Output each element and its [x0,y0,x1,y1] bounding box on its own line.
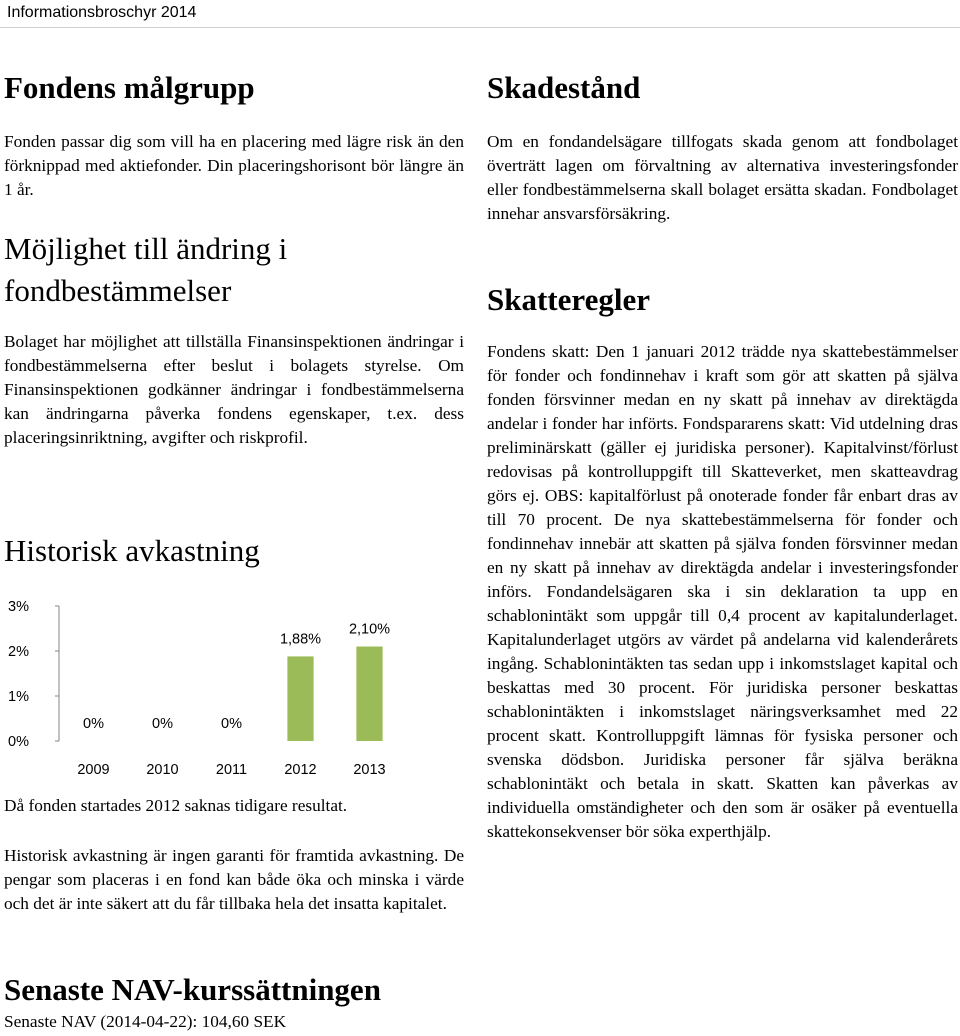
historisk-avkastning-chart [4,596,424,791]
skatteregler-text: Fondens skatt: Den 1 januari 2012 trädde nya skattebestämmelser för fonder och fondinnehav i kraft som gör att skatten på själva fonden försvinner medan en ny skatt på innehav av direktägda andelar i fonder har införts. Fondspararens skatt: Vid utdelning dras preliminärskatt (gäller ej juridiska personer). Kapitalvinst/förlust redovisas på kontrolluppgift till Skatteverket, men skatteavdrag görs ej. OBS: kapitalförlust på onoterade fonder får enbart dras av till 70 procent. De nya skattebestämmelserna för fonder och fondinnehav innebär att skatten på själva fonden försvinner medan en ny skatt på innehav av direktägda andelar i investeringsfonder införs. Fondandelsägaren ska i sin deklaration ta upp en schablonintäkt som uppgår till 0,4 procent av kapitalunderlaget. Kapitalunderlaget utgörs av värdet på andelarna vid kalenderårets ingång. Schablonintäkten tas sedan upp i inkomstslaget kapital och beskattas med 30 procent. För juridiska personer beskattas schablonintäkten i inkomstslaget näringsverksamhet med 22 procent skatt. Kontrolluppgift lämnas för fysiska personer och svenska dödsbon. Juridiska personer får själva beräkna schablonintäkt och betala in skatt. Skatten kan påverkas av individuella omständigheter och den som är osäker på eventuella skattekonsekvenser bör söka experthjälp. [487,342,958,841]
data-label-2009: 0% [83,716,104,732]
skadestand-heading: Skadestånd [487,70,641,105]
bar-2013 [356,647,382,742]
data-label-2012: 1,88% [279,631,322,648]
y-tick-label: 0% [8,734,29,750]
andring-heading-line-2: fondbestämmelser [4,273,232,308]
skadestand-text: Om en fondandelsägare tillfogats skada genom att fondbolaget överträtt lagen om förvaltning av alternativa investeringsfonder eller fondbestämmelserna skall bolaget ersätta skadan. Fondbolaget innehar ansvarsförsäkring. [487,132,958,223]
x-tick-label-2013: 2013 [353,762,386,778]
y-tick-label: 3% [8,599,29,615]
bar-2012 [287,656,313,741]
skatteregler-heading: Skatteregler [487,282,650,317]
historisk-disclaimer: Historisk avkastning är ingen garanti för framtida avkastning. De pengar som placeras i en fond kan både öka och minska i värde och det är inte säkert att du får tillbaka hela det insatta kapitalet. [4,846,464,913]
x-tick-label-2012: 2012 [284,762,317,778]
page-header [0,0,960,28]
data-label-2011: 0% [221,716,242,732]
historisk-note: Då fonden startades 2012 saknas tidigare resultat. [4,796,348,815]
malgrupp-heading: Fondens målgrupp [4,70,255,105]
andring-heading-line-1: Möjlighet till ändring i [4,231,288,266]
data-label-2013: 2,10% [348,621,391,638]
x-tick-label-2010: 2010 [146,762,179,778]
y-tick-label: 1% [8,689,29,705]
nav-text: Senaste NAV (2014-04-22): 104,60 SEK [4,1012,287,1031]
document-title: Informationsbroschyr 2014 [7,4,197,21]
x-tick-label-2011: 2011 [215,762,248,778]
andring-text: Bolaget har möjlighet att tillställa Finansinspektionen ändringar i fondbestämmelserna efter beslut i bolagets styrelse. Om Finansinspektionen godkänner ändringar i fondbestämmelserna kan ändringarna påverka fondens egenskaper, t.ex. dess placeringsinriktning, avgifter och riskprofil. [4,332,464,447]
historisk-heading: Historisk avkastning [4,533,260,568]
nav-heading: Senaste NAV-kurssättningen [4,972,381,1007]
data-label-2010: 0% [152,716,173,732]
x-tick-label-2009: 2009 [77,762,110,778]
malgrupp-text: Fonden passar dig som vill ha en placering med lägre risk än den förknippad med aktiefonder. Din placeringshorisont bör längre än 1 år. [4,132,464,199]
y-tick-label: 2% [8,644,29,660]
